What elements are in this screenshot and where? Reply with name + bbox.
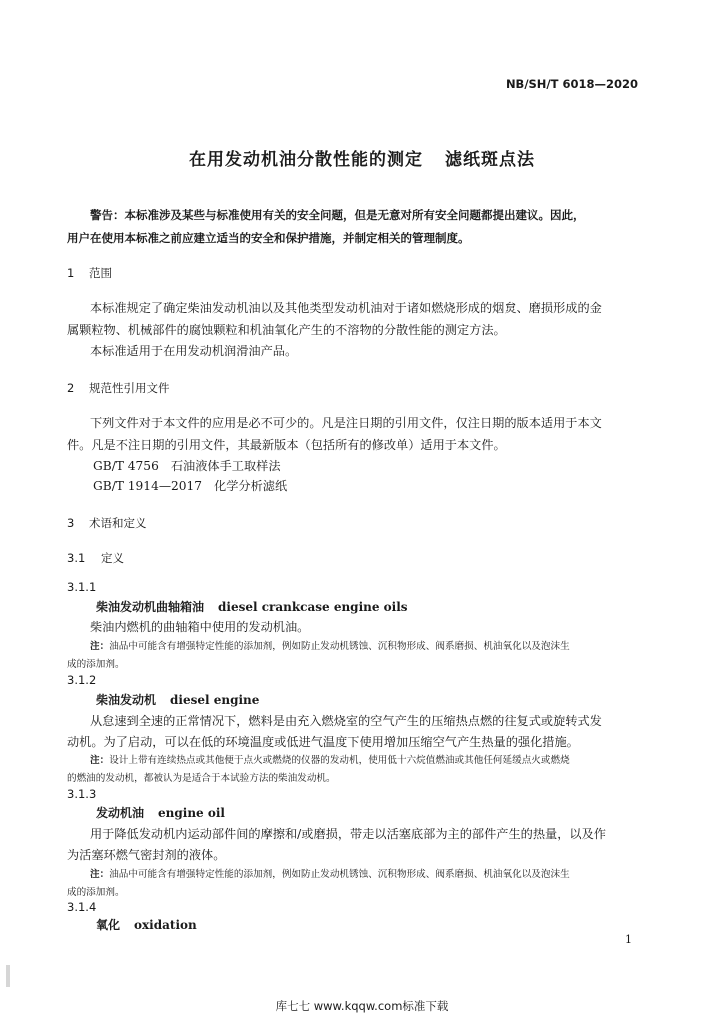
term-entry bbox=[96, 691, 259, 708]
note-label: 注： bbox=[90, 641, 110, 652]
reference-title: 石油液体手工取样法 bbox=[170, 459, 281, 473]
section-2-heading bbox=[67, 380, 170, 396]
section-3-heading bbox=[67, 515, 147, 531]
clause-number: 3.1.2 bbox=[67, 673, 97, 687]
document-title bbox=[0, 145, 724, 170]
section-2-number: 2 bbox=[67, 381, 75, 395]
section-2-title: 规范性引用文件 bbox=[89, 381, 170, 395]
term-definition-line-2: 为活塞环燃气密封剂的液体。 bbox=[67, 848, 226, 862]
section-1-heading bbox=[67, 265, 112, 281]
section-1-para-1-line-1: 本标准规定了确定柴油发动机油以及其他类型发动机油对于诸如燃烧形成的烟炱、磨损形成的金 bbox=[90, 301, 602, 315]
clause-number: 3.1.4 bbox=[67, 900, 97, 914]
clause-number: 3.1.3 bbox=[67, 787, 97, 801]
term-definition-line-1: 从怠速到全速的正常情况下，燃料是由充入燃烧室的空气产生的压缩热点燃的往复式或旋转式发 bbox=[90, 714, 602, 728]
note-line-2: 的燃油的发动机，都被认为是适合于本试验方法的柴油发动机。 bbox=[67, 773, 336, 784]
subsection-3-1-heading bbox=[67, 550, 124, 566]
warning-line-2: 用户在使用本标准之前应建立适当的安全和保护措施，并制定相关的管理制度。 bbox=[67, 231, 470, 245]
reference-item bbox=[93, 477, 287, 494]
footer-watermark: 库七七 www.kqqw.com标准下载 bbox=[275, 999, 449, 1013]
section-2-para-line-1: 下列文件对于本文件的应用是必不可少的。凡是注日期的引用文件，仅注日期的版本适用于本文 bbox=[90, 416, 602, 430]
term-english: engine oil bbox=[158, 806, 225, 820]
standard-number: NB/SH/T 6018—2020 bbox=[505, 77, 638, 91]
section-1-title: 范围 bbox=[89, 266, 112, 280]
note-line-2: 成的添加剂。 bbox=[67, 659, 125, 670]
reference-item bbox=[93, 457, 281, 474]
note-label: 注： bbox=[90, 755, 110, 766]
subsection-title: 定义 bbox=[101, 551, 124, 565]
term-entry bbox=[96, 804, 225, 821]
reference-code: GB/T 1914—2017 bbox=[93, 479, 203, 493]
term-english: diesel crankcase engine oils bbox=[218, 600, 408, 614]
reference-code: GB/T 4756 bbox=[93, 459, 159, 473]
term-chinese: 柴油发动机曲轴箱油 bbox=[96, 600, 205, 614]
term-definition-line-1: 用于降低发动机内运动部件间的摩擦和/或磨损，带走以活塞底部为主的部件产生的热量，以及作 bbox=[90, 827, 606, 841]
term-english: oxidation bbox=[134, 918, 197, 932]
term-chinese: 发动机油 bbox=[96, 806, 145, 820]
clause-number: 3.1.1 bbox=[67, 580, 97, 594]
term-definition: 柴油内燃机的曲轴箱中使用的发动机油。 bbox=[90, 620, 310, 634]
subsection-number: 3.1 bbox=[67, 551, 86, 565]
page-number: 1 bbox=[625, 933, 632, 946]
note-text: 设计上带有连续热点或其他便于点火或燃烧的仪器的发动机，使用低十六烷值燃油或其他任何延缓点火或燃烧 bbox=[109, 755, 570, 766]
term-english: diesel engine bbox=[170, 693, 260, 707]
term-chinese: 柴油发动机 bbox=[96, 693, 157, 707]
title-method: 滤纸斑点法 bbox=[445, 150, 535, 170]
reference-title: 化学分析滤纸 bbox=[214, 479, 288, 493]
term-entry bbox=[96, 598, 408, 615]
scan-edge-mark bbox=[6, 965, 10, 987]
note-line-2: 成的添加剂。 bbox=[67, 887, 125, 898]
note-line-1 bbox=[90, 638, 570, 652]
note-label: 注： bbox=[90, 869, 110, 880]
term-entry bbox=[96, 916, 197, 933]
section-1-para-1-line-2: 属颗粒物、机械部件的腐蚀颗粒和机油氧化产生的不溶物的分散性能的测定方法。 bbox=[67, 323, 506, 337]
term-chinese: 氧化 bbox=[96, 918, 121, 932]
note-line-1 bbox=[90, 752, 570, 766]
note-text: 油品中可能含有增强特定性能的添加剂，例如防止发动机锈蚀、沉积物形成、阀系磨损、机油氧化以及泡沫生 bbox=[109, 869, 570, 880]
note-line-1 bbox=[90, 866, 570, 880]
warning-line-1: 警告：本标准涉及某些与标准使用有关的安全问题，但是无意对所有安全问题都提出建议。因此， bbox=[90, 208, 585, 222]
term-definition-line-2: 动机。为了启动，可以在低的环境温度或低进气温度下使用增加压缩空气产生热量的强化措施。 bbox=[67, 735, 579, 749]
section-3-title: 术语和定义 bbox=[89, 516, 147, 530]
note-text: 油品中可能含有增强特定性能的添加剂，例如防止发动机锈蚀、沉积物形成、阀系磨损、机油氧化以及泡沫生 bbox=[109, 641, 570, 652]
section-1-para-2: 本标准适用于在用发动机润滑油产品。 bbox=[90, 344, 298, 358]
section-1-number: 1 bbox=[67, 266, 75, 280]
section-3-number: 3 bbox=[67, 516, 75, 530]
section-2-para-line-2: 件。凡是不注日期的引用文件，其最新版本（包括所有的修改单）适用于本文件。 bbox=[67, 438, 506, 452]
title-main: 在用发动机油分散性能的测定 bbox=[189, 150, 423, 170]
